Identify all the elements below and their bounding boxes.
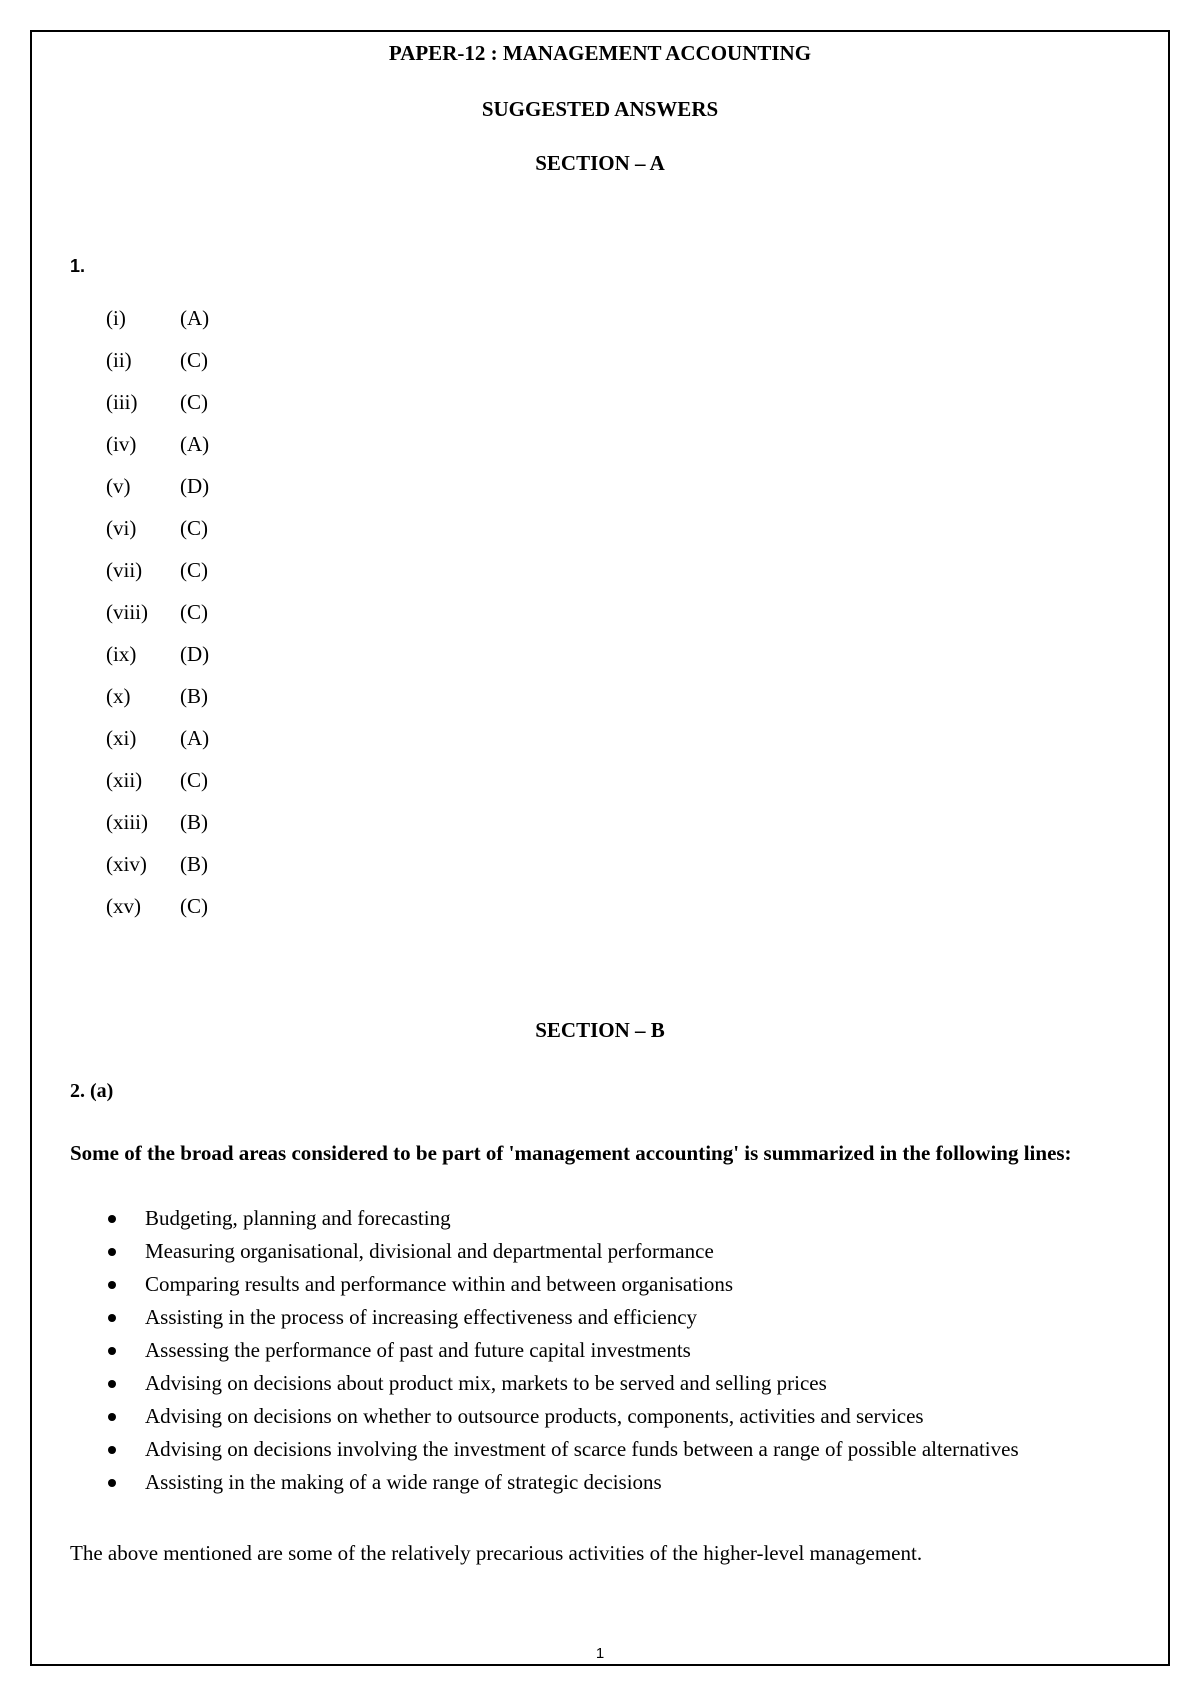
bullet-icon bbox=[108, 1215, 116, 1223]
list-item bbox=[70, 1236, 1145, 1267]
bullet-icon bbox=[108, 1413, 116, 1421]
bullet-icon bbox=[108, 1446, 116, 1454]
list-item bbox=[70, 1434, 1145, 1465]
list-item-text: Assisting in the process of increasing effectiveness and efficiency bbox=[145, 1305, 698, 1329]
answer-choice: (A) bbox=[180, 432, 210, 456]
bullet-icon bbox=[108, 1248, 116, 1256]
section-b-intro: Some of the broad areas considered to be part of 'management accounting' is summarized in the following lines: bbox=[70, 1141, 1072, 1165]
question-2a-label: 2. (a) bbox=[70, 1080, 114, 1102]
answer-choice: (B) bbox=[180, 852, 208, 876]
answer-row bbox=[106, 303, 209, 345]
list-item-text: Budgeting, planning and forecasting bbox=[145, 1206, 451, 1230]
answer-choice: (B) bbox=[180, 684, 208, 708]
answer-row bbox=[106, 513, 209, 555]
bullet-icon bbox=[108, 1281, 116, 1289]
answer-choice: (C) bbox=[180, 600, 208, 624]
answer-row bbox=[106, 681, 209, 723]
answer-roman: (vi) bbox=[106, 516, 137, 540]
answer-roman: (xiii) bbox=[106, 810, 148, 834]
list-item-text: Advising on decisions about product mix, markets to be served and selling prices bbox=[145, 1371, 827, 1395]
answer-roman: (v) bbox=[106, 474, 131, 498]
answer-row bbox=[106, 849, 209, 891]
list-item bbox=[70, 1203, 1145, 1234]
section-b-heading: SECTION – B bbox=[535, 1018, 665, 1042]
answer-choice: (C) bbox=[180, 558, 208, 582]
answer-row bbox=[106, 807, 209, 849]
list-item-text: Measuring organisational, divisional and departmental performance bbox=[145, 1239, 714, 1263]
list-item bbox=[70, 1467, 1145, 1498]
answer-row bbox=[106, 555, 209, 597]
page-number: 1 bbox=[595, 1645, 605, 1662]
answer-choice: (A) bbox=[180, 726, 210, 750]
bullet-icon bbox=[108, 1347, 116, 1355]
management-accounting-areas-list bbox=[70, 1203, 1145, 1500]
bullet-icon bbox=[108, 1479, 116, 1487]
bullet-icon bbox=[108, 1380, 116, 1388]
answer-row bbox=[106, 639, 209, 681]
list-item bbox=[70, 1401, 1145, 1432]
answer-row bbox=[106, 891, 209, 933]
question-1-number: 1. bbox=[70, 256, 86, 276]
answer-roman: (ix) bbox=[106, 642, 137, 666]
list-item-text: Advising on decisions involving the investment of scarce funds between a range of possible alternatives bbox=[145, 1437, 1019, 1461]
answer-choice: (A) bbox=[180, 306, 210, 330]
list-item bbox=[70, 1368, 1145, 1399]
answer-choice: (B) bbox=[180, 810, 208, 834]
answer-choice: (D) bbox=[180, 474, 210, 498]
answer-choice: (C) bbox=[180, 516, 208, 540]
answer-choice: (C) bbox=[180, 768, 208, 792]
answer-roman: (xii) bbox=[106, 768, 143, 792]
answer-roman: (iii) bbox=[106, 390, 138, 414]
list-item-text: Assisting in the making of a wide range of strategic decisions bbox=[145, 1470, 662, 1494]
answer-roman: (xi) bbox=[106, 726, 137, 750]
answer-row bbox=[106, 429, 209, 471]
answer-roman: (xiv) bbox=[106, 852, 147, 876]
answer-roman: (i) bbox=[106, 306, 126, 330]
list-item-text: Advising on decisions on whether to outsource products, components, activities and services bbox=[145, 1404, 924, 1428]
bullet-icon bbox=[108, 1314, 116, 1322]
answer-row bbox=[106, 723, 209, 765]
list-item-text: Assessing the performance of past and future capital investments bbox=[145, 1338, 691, 1362]
answer-row bbox=[106, 765, 209, 807]
closing-sentence: The above mentioned are some of the relatively precarious activities of the higher-level management. bbox=[70, 1541, 923, 1565]
list-item-text: Comparing results and performance within and between organisations bbox=[145, 1272, 734, 1296]
list-item bbox=[70, 1269, 1145, 1300]
answer-choice: (C) bbox=[180, 894, 208, 918]
answer-choice: (C) bbox=[180, 390, 208, 414]
suggested-answers-heading: SUGGESTED ANSWERS bbox=[481, 97, 719, 121]
question-1-answer-list bbox=[106, 303, 209, 933]
answer-roman: (iv) bbox=[106, 432, 137, 456]
answer-row bbox=[106, 597, 209, 639]
answer-roman: (viii) bbox=[106, 600, 148, 624]
list-item bbox=[70, 1302, 1145, 1333]
answer-roman: (xv) bbox=[106, 894, 141, 918]
answer-roman: (x) bbox=[106, 684, 131, 708]
answer-row bbox=[106, 345, 209, 387]
list-item bbox=[70, 1335, 1145, 1366]
section-a-heading: SECTION – A bbox=[535, 151, 665, 175]
answer-roman: (ii) bbox=[106, 348, 132, 372]
answer-row bbox=[106, 471, 209, 513]
answer-row bbox=[106, 387, 209, 429]
answer-choice: (C) bbox=[180, 348, 208, 372]
paper-title: PAPER-12 : MANAGEMENT ACCOUNTING bbox=[388, 41, 812, 65]
answer-roman: (vii) bbox=[106, 558, 143, 582]
answer-choice: (D) bbox=[180, 642, 210, 666]
